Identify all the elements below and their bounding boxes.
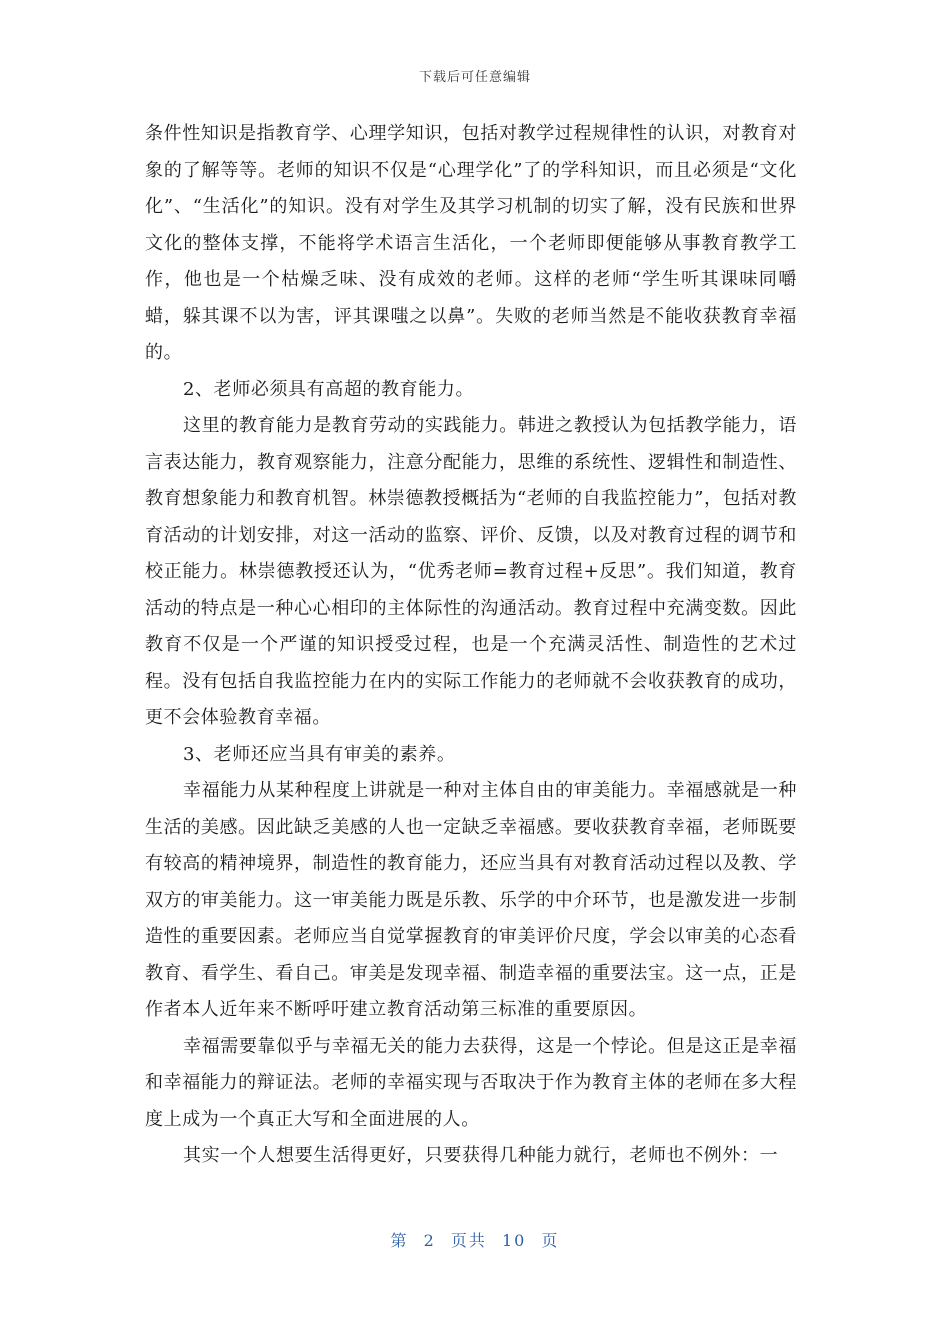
paragraph: 其实一个人想要生活得更好，只要获得几种能力就行，老师也不例外：一 — [183, 1145, 779, 1166]
section-heading: 3、老师还应当具有审美的素养。 — [183, 743, 456, 765]
document-body — [145, 116, 797, 1175]
paragraph: 条件性知识是指教育学、心理学知识，包括对教学过程规律性的认识，对教育对象的了解等等。老师的知识不仅是“心理学化”了的学科知识，而且必须是“文化化”、“生活化”的知识。没有对学生及其学习机制的切实了解，没有民族和世界文化的整体支撑，不能将学术语言生活化，一个老师即便能够从事教育教学工作，他也是一个枯燥乏味、没有成效的老师。这样的老师“学生听其课味同嚼蜡，躲其课不以为害，评其课嗤之以鼻”。失败的老师当然是不能收获教育幸福的。 — [145, 123, 797, 363]
page-number-footer: 第 2 页共 10 页 — [390, 1231, 560, 1250]
section-heading: 2、老师必须具有高超的教育能力。 — [183, 378, 475, 400]
paragraph: 幸福能力从某种程度上讲就是一种对主体自由的审美能力。幸福感就是一种生活的美感。因此缺乏美感的人也一定缺乏幸福感。要收获教育幸福，老师既要有较高的精神境界，制造性的教育能力，还应当具有对教育活动过程以及教、学双方的审美能力。这一审美能力既是乐教、乐学的中介环节，也是激发进一步制造性的重要因素。老师应当自觉掌握教育的审美评价尺度，学会以审美的心态看教育、看学生、看自己。审美是发现幸福、制造幸福的重要法宝。这一点，正是作者本人近年来不断呼吁建立教育活动第三标准的重要原因。 — [145, 780, 797, 1020]
page-header: 下载后可任意编辑 — [418, 70, 531, 85]
paragraph: 幸福需要靠似乎与幸福无关的能力去获得，这是一个悖论。但是这正是幸福和幸福能力的辩证法。老师的幸福实现与否取决于作为教育主体的老师在多大程度上成为一个真正大写和全面进展的人。 — [145, 1035, 797, 1130]
paragraph: 这里的教育能力是教育劳动的实践能力。韩进之教授认为包括教学能力，语言表达能力，教育观察能力，注意分配能力，思维的系统性、逻辑性和制造性、教育想象能力和教育机智。林崇德教授概括为“老师的自我监控能力”，包括对教育活动的计划安排，对这一活动的监察、评价、反馈，以及对教育过程的调节和校正能力。林崇德教授还认为，“优秀老师=教育过程+反思”。我们知道，教育活动的特点是一种心心相印的主体际性的沟通活动。教育过程中充满变数。因此教育不仅是一个严谨的知识授受过程，也是一个充满灵活性、制造性的艺术过程。没有包括自我监控能力在内的实际工作能力的老师就不会收获教育的成功，更不会体验教育幸福。 — [145, 415, 798, 728]
